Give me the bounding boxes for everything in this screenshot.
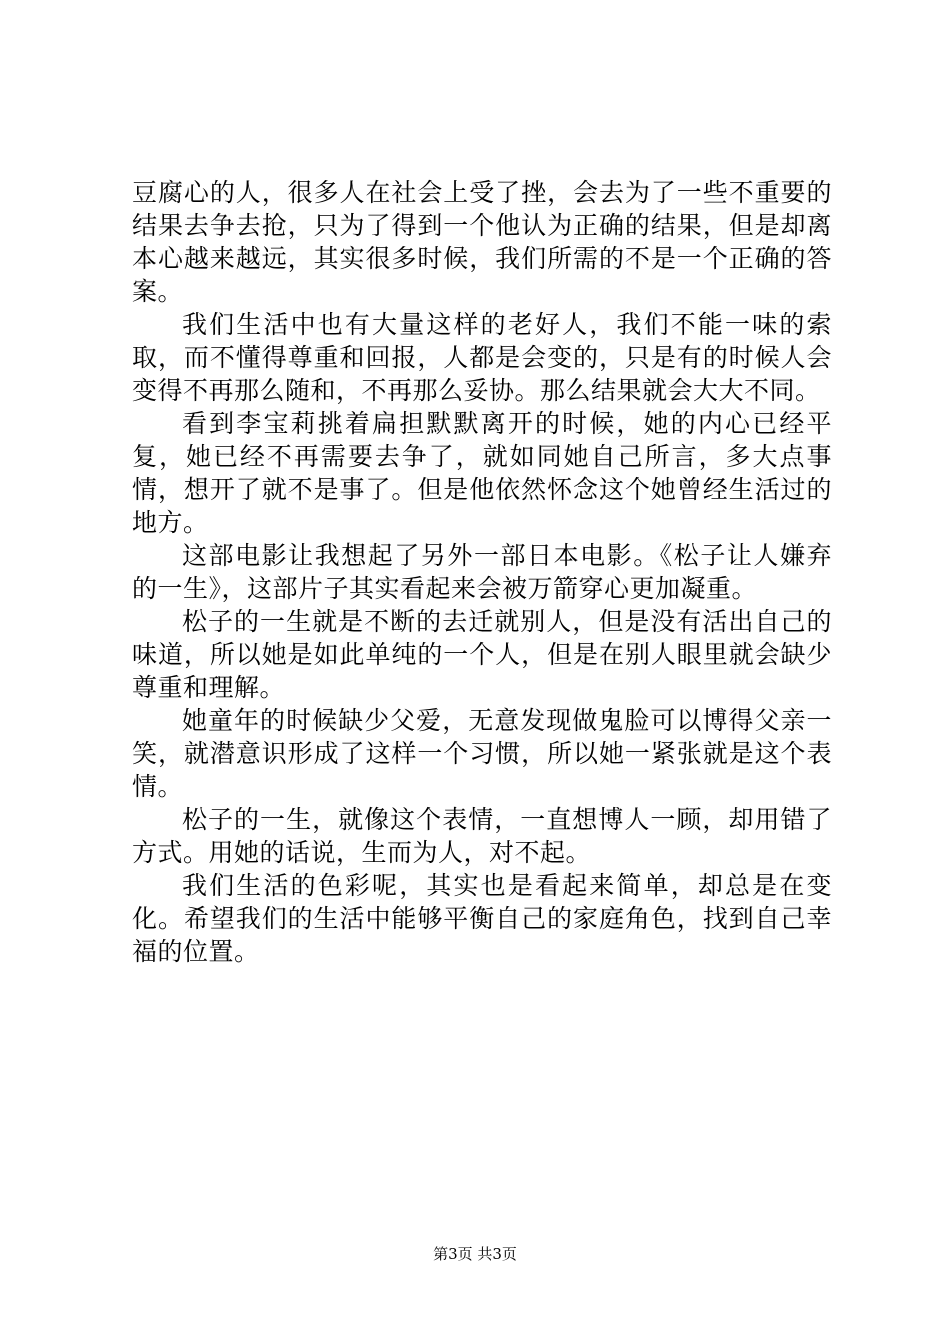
page-number-label: 第3页 共3页 [433,1245,517,1263]
paragraph-5: 松子的一生就是不断的去迁就别人，但是没有活出自己的味道，所以她是如此单纯的一个人，但是在别人眼里就会缺少尊重和理解。 [132,607,832,702]
paragraph-1: 豆腐心的人，很多人在社会上受了挫，会去为了一些不重要的结果去争去抢，只为了得到一个他认为正确的结果，但是却离本心越来越远，其实很多时候，我们所需的不是一个正确的答案。 [132,178,832,306]
paragraph-6: 她童年的时候缺少父爱，无意发现做鬼脸可以博得父亲一笑，就潜意识形成了这样一个习惯，所以她一紧张就是这个表情。 [132,706,832,801]
paragraph-7: 松子的一生，就像这个表情，一直想博人一顾，却用错了方式。用她的话说，生而为人，对不起。 [132,805,832,867]
document-body [132,176,832,968]
paragraph-4: 这部电影让我想起了另外一部日本电影。《松子让人嫌弃的一生》，这部片子其实看起来会被万箭穿心更加凝重。 [132,541,832,603]
page-footer [0,1244,950,1264]
paragraph-2: 我们生活中也有大量这样的老好人，我们不能一味的索取，而不懂得尊重和回报，人都是会变的，只是有的时候人会变得不再那么随和，不再那么妥协。那么结果就会大大不同。 [132,310,832,405]
paragraph-3: 看到李宝莉挑着扁担默默离开的时候，她的内心已经平复，她已经不再需要去争了，就如同她自己所言，多大点事情，想开了就不是事了。但是他依然怀念这个她曾经生活过的地方。 [132,409,832,537]
paragraph-8: 我们生活的色彩呢，其实也是看起来简单，却总是在变化。希望我们的生活中能够平衡自己的家庭角色，找到自己幸福的位置。 [132,871,832,966]
